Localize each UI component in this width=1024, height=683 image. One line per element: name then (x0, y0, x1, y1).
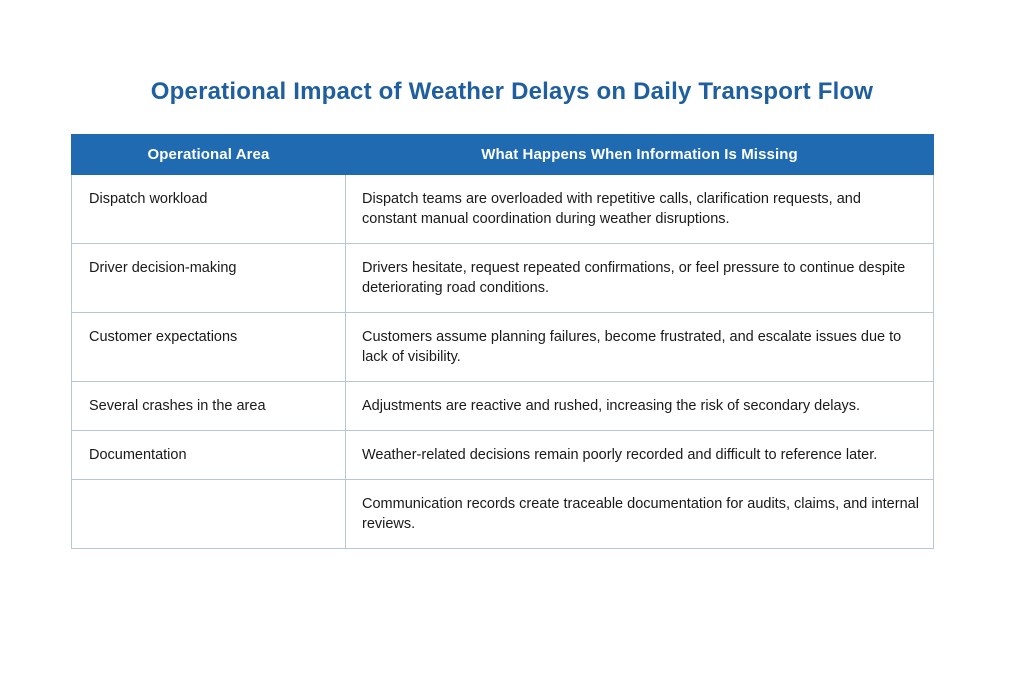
cell-operational-area (72, 480, 346, 549)
cell-operational-area: Dispatch workload (72, 175, 346, 244)
cell-operational-area: Several crashes in the area (72, 382, 346, 431)
table-row (72, 480, 934, 549)
cell-operational-area: Driver decision-making (72, 244, 346, 313)
cell-impact-detail: Weather-related decisions remain poorly recorded and difficult to reference later. (346, 431, 934, 480)
table-row (72, 175, 934, 244)
table-body (72, 175, 934, 549)
cell-impact-detail: Communication records create traceable documentation for audits, claims, and internal reviews. (346, 480, 934, 549)
table-row (72, 313, 934, 382)
table-row (72, 382, 934, 431)
cell-operational-area: Customer expectations (72, 313, 346, 382)
table-header (72, 135, 934, 175)
page-title: Operational Impact of Weather Delays on Daily Transport Flow (150, 78, 874, 105)
cell-impact-detail: Dispatch teams are overloaded with repetitive calls, clarification requests, and constant manual coordination during weather disruptions. (346, 175, 934, 244)
table-row (72, 244, 934, 313)
column-header-operational-area: Operational Area (72, 135, 346, 175)
impact-table (71, 134, 934, 549)
cell-impact-detail: Customers assume planning failures, become frustrated, and escalate issues due to lack of visibility. (346, 313, 934, 382)
cell-impact-detail: Adjustments are reactive and rushed, increasing the risk of secondary delays. (346, 382, 934, 431)
cell-impact-detail: Drivers hesitate, request repeated confirmations, or feel pressure to continue despite deteriorating road conditions. (346, 244, 934, 313)
cell-operational-area: Documentation (72, 431, 346, 480)
table-row (72, 431, 934, 480)
column-header-missing-information: What Happens When Information Is Missing (346, 135, 934, 175)
table-header-row (72, 135, 934, 175)
table-container (71, 134, 933, 549)
